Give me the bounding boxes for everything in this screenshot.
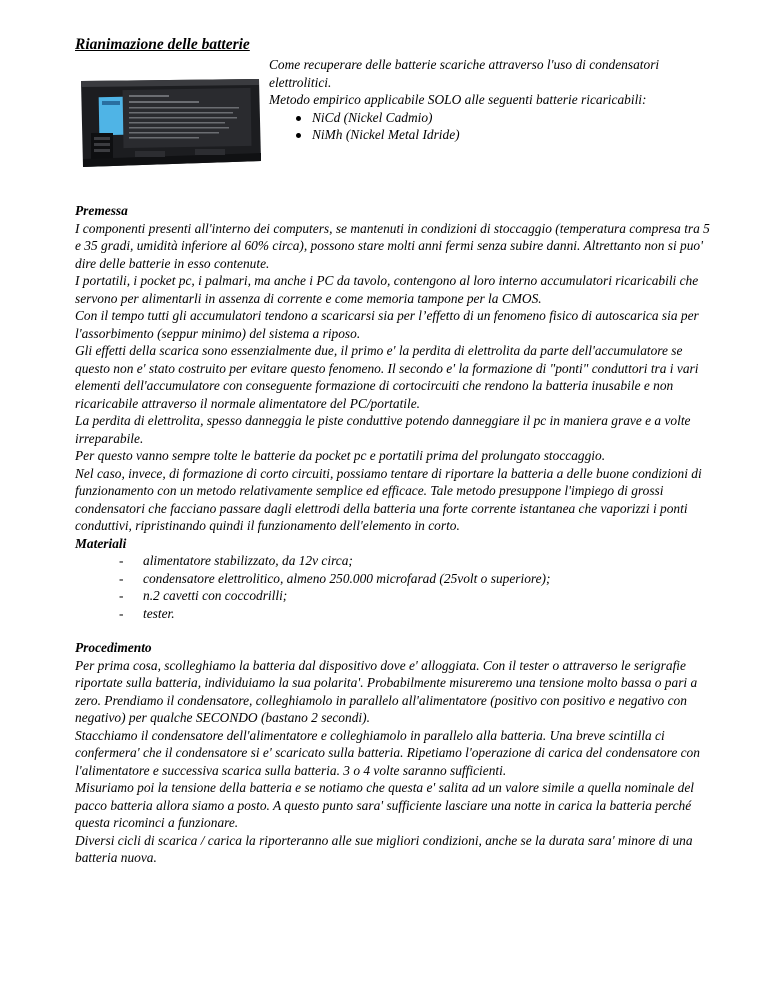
- intro-line-2: Metodo empirico applicabile SOLO alle seguenti batterie ricaricabili:: [269, 92, 647, 107]
- section-heading-premessa: Premessa: [75, 203, 128, 218]
- battery-type-list: [269, 109, 699, 144]
- materials-list: [75, 552, 715, 622]
- intro-line-1: Come recuperare delle batterie scariche attraverso l'uso di condensatori elettrolitici.: [269, 57, 660, 90]
- intro-section: [75, 54, 715, 194]
- list-item: - tester.: [89, 605, 715, 623]
- list-item: - alimentatore stabilizzato, da 12v circa;: [89, 552, 715, 570]
- paragraph: Per prima cosa, scolleghiamo la batteria dal dispositivo dove e' alloggiata. Con il tester o attraverso le serigrafie riportate sulla batteria, individuiamo la sua polarita'. Probabilmente misureremo una tensione molto bassa o pari a zero. Prendiamo il condensatore, colleghiamolo in parallelo all'alimentatore (positivo con positivo e negativo con negativo) per qualche SECONDO (bastano 2 secondi).: [75, 657, 698, 725]
- list-item: NiMh (Nickel Metal Idride): [296, 126, 699, 144]
- paragraph: Con il tempo tutti gli accumulatori tendono a scaricarsi sia per l’effetto di un fenomeno fisico di autoscarica sia per l'assorbimento (seppur minimo) del sistema a riposo.: [75, 308, 699, 341]
- section-heading-procedimento: Procedimento: [75, 640, 152, 655]
- document-title: Rianimazione delle batterie: [75, 36, 250, 53]
- paragraph: Diversi cicli di scarica / carica la riporteranno alle sue migliori condizioni, anche se la durata sara' minore di una batteria nuova.: [75, 832, 693, 865]
- paragraph: Per questo vanno sempre tolte le batterie da pocket pc e portatili prima del prolungato stoccaggio.: [75, 448, 606, 463]
- paragraph: Stacchiamo il condensatore dell'alimentatore e colleghiamolo in parallelo alla batteria. Una breve scintilla ci confermera' che il condensatore si e' scaricato sulla batteria. Ripetiamo l'operazione di carica del condensatore con l'alimentatore e successiva scarica sulla batteria. 3 o 4 volte saranno sufficienti.: [75, 727, 700, 778]
- paragraph: Gli effetti della scarica sono essenzialmente due, il primo e' la perdita di elettrolita da parte dell'accumulatore se questo non e' stato costruito per evitare questo fenomeno. Il secondo e' la formazione di "ponti" conduttori tra i vari elementi dell'accumulatore con conseguente formazione di cortocircuiti che rendono la batteria inusabile e non ricaricabile attraverso il normale alimentatore del PC/portatile.: [75, 343, 699, 411]
- paragraph: I componenti presenti all'interno dei computers, se mantenuti in condizioni di stoccaggio (temperatura compresa tra 5 e 35 gradi, umidità inferiore al 60% circa), possono stare molti anni fermi senza subire danni. Altrettanto non si puo' dire delle batterie in esso contenute.: [75, 220, 710, 271]
- paragraph: Nel caso, invece, di formazione di corto circuiti, possiamo tentare di riportare la batteria a delle buone condizioni di funzionamento con un metodo relativamente semplice ed efficace. Tale metodo presuppone l'impiego di grossi condensatori che facciano passare dagli elettrodi della batteria una forte corrente istantanea che vaporizzi i ponti conduttivi, ripristinando quindi il funzionamento dell'elemento in corto.: [75, 465, 702, 533]
- laptop-battery-image: [75, 73, 265, 173]
- paragraph: La perdita di elettrolita, spesso danneggia le piste conduttive potendo danneggiare il pc in maniera grave e a volte irreparabile.: [75, 413, 691, 446]
- list-item: - n.2 cavetti con coccodrilli;: [89, 587, 715, 605]
- paragraph: I portatili, i pocket pc, i palmari, ma anche i PC da tavolo, contengono al loro interno accumulatori ricaricabili che servono per alimentarli in assenza di corrente e come memoria tampone per la CMOS.: [75, 273, 699, 306]
- section-heading-materiali: Materiali: [75, 535, 127, 551]
- list-item: - condensatore elettrolitico, almeno 250.000 microfarad (25volt o superiore);: [89, 570, 715, 588]
- document-page: [75, 36, 715, 867]
- paragraph: Misuriamo poi la tensione della batteria e se notiamo che questa e' salita ad un valore simile a quella nominale del pacco batteria allora siamo a posto. A questo punto sara' sufficiente lasciare una notte in carica la batteria perché questa ricominci a funzionare.: [75, 780, 694, 830]
- list-item: NiCd (Nickel Cadmio): [296, 109, 699, 127]
- document-body: [75, 202, 715, 867]
- intro-text: [269, 56, 699, 144]
